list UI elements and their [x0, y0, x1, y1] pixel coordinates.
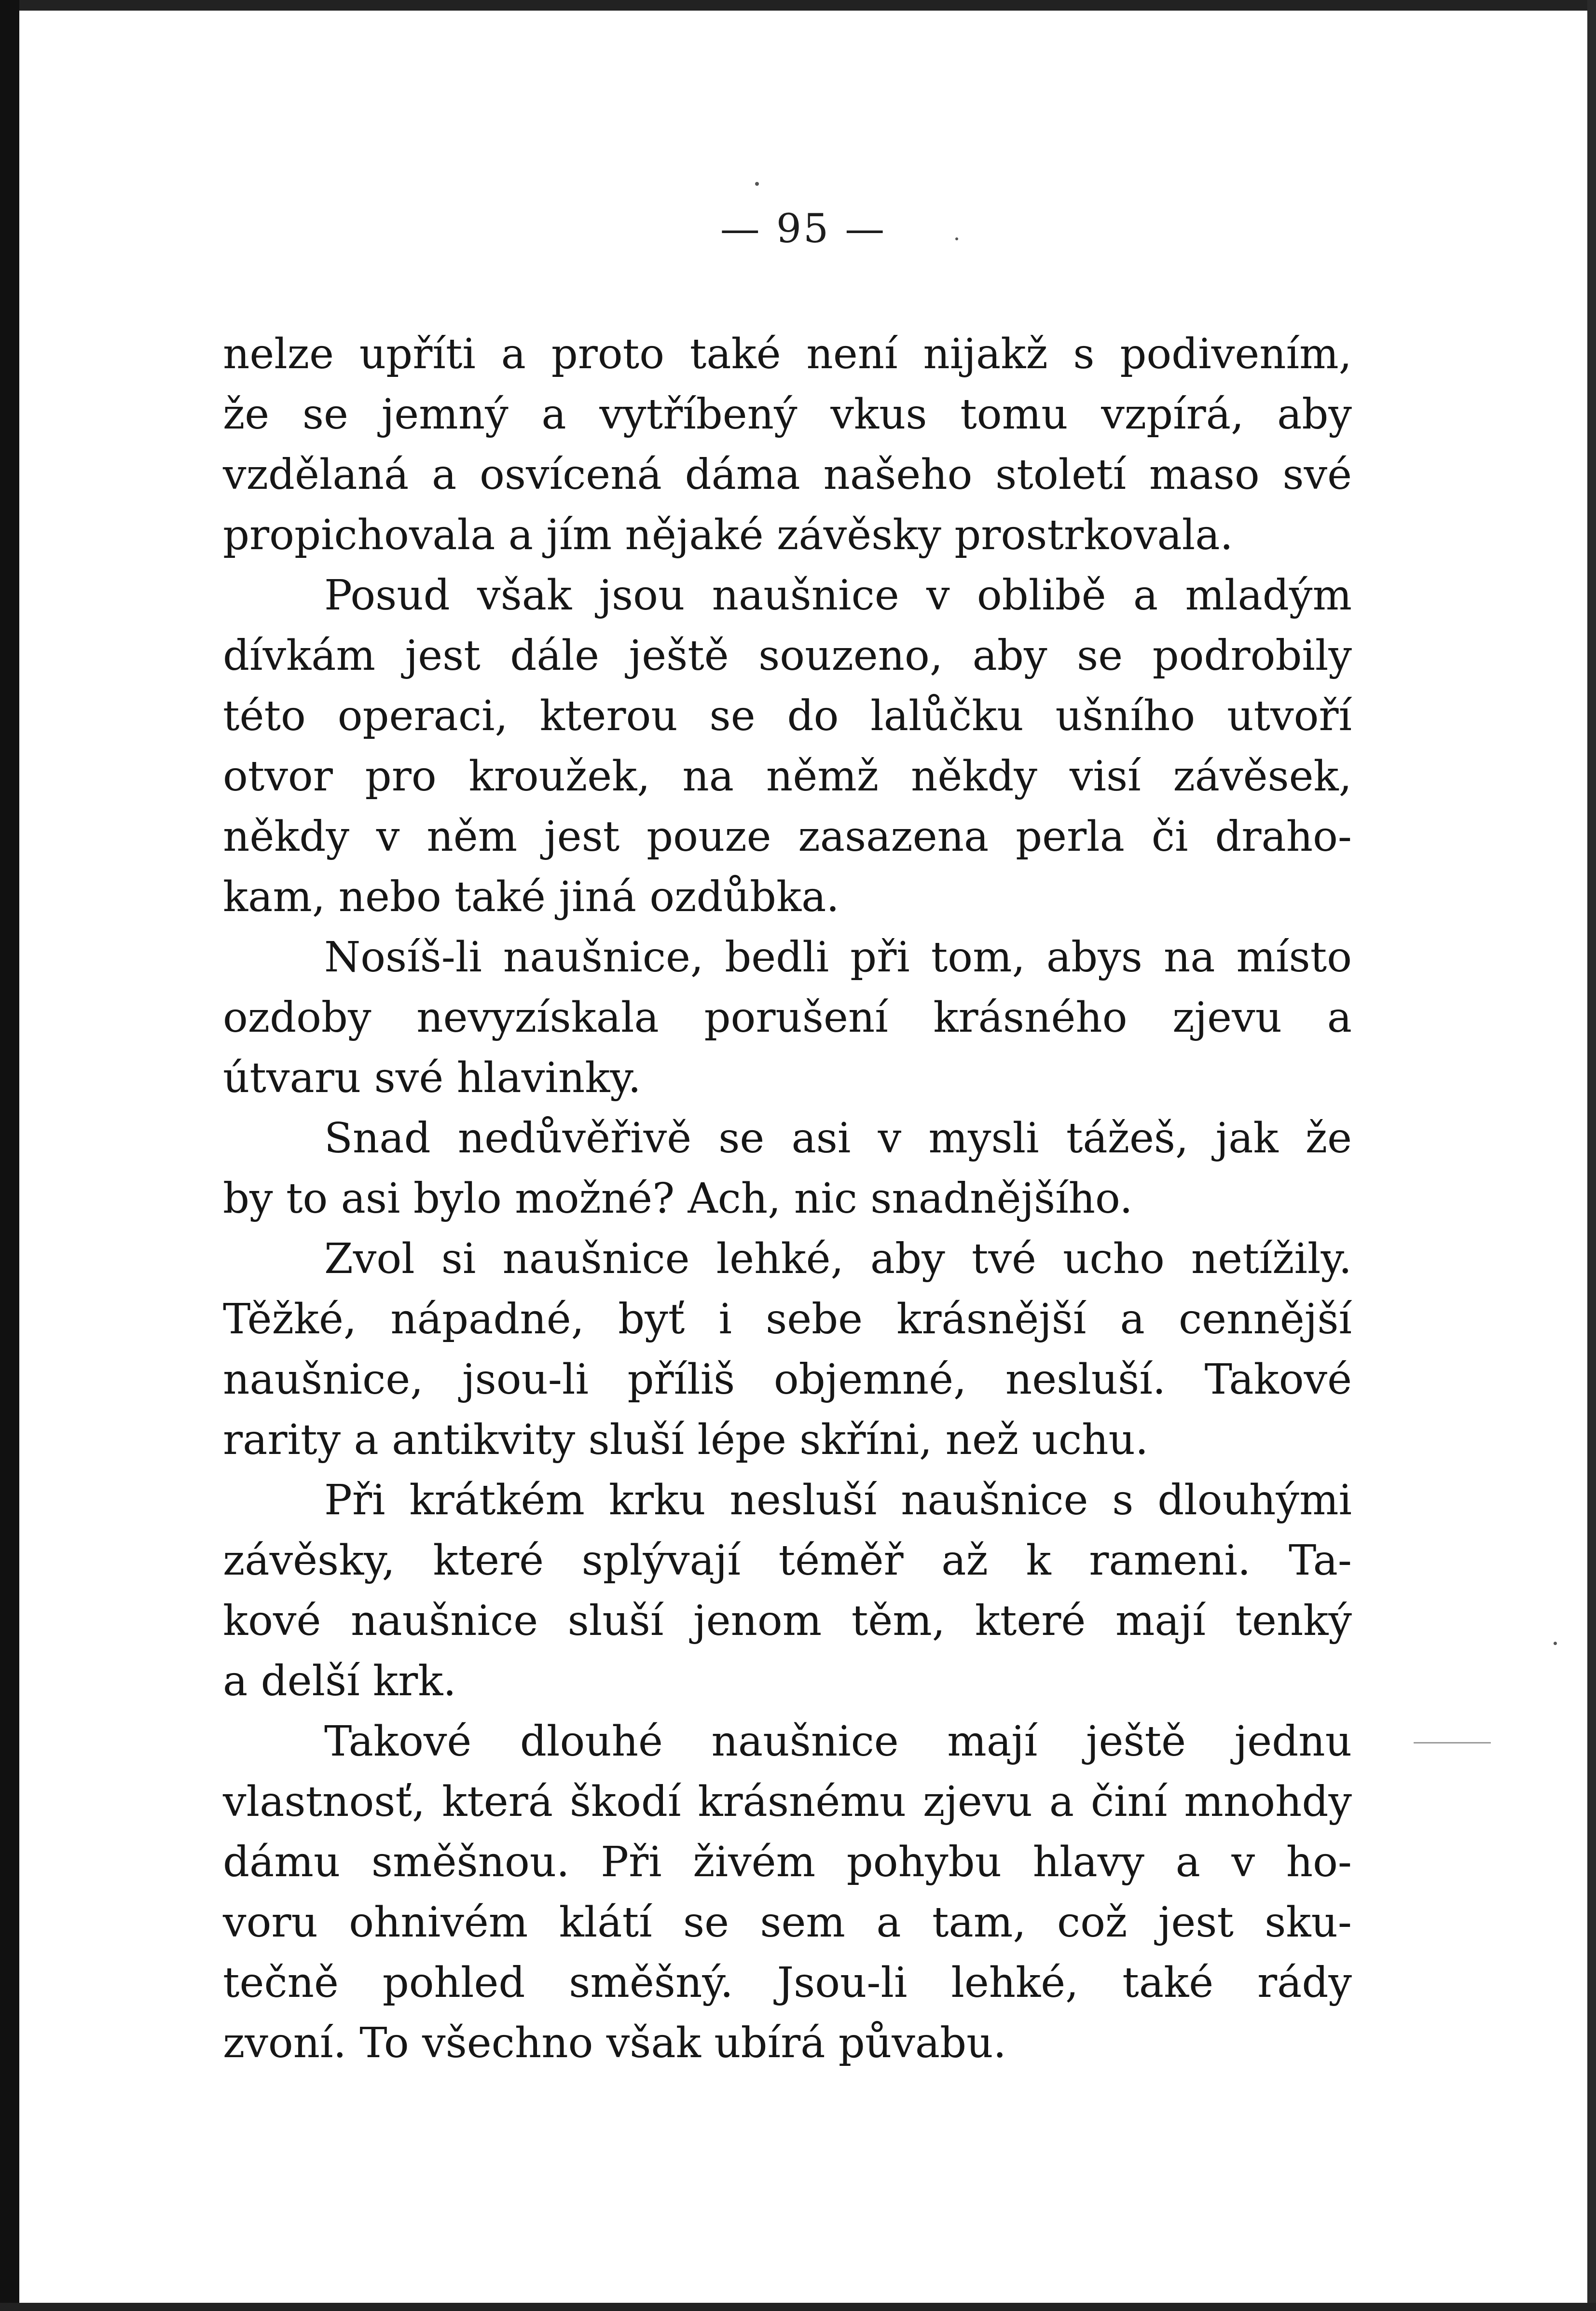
- text-line: ozdoby nevyzískala porušení krásného zjevu a: [223, 994, 1352, 1042]
- text-line: Těžké, nápadné, byť i sebe krásnější a cennější: [223, 1295, 1352, 1343]
- margin-mark: [1414, 1742, 1491, 1744]
- scan-bottom-edge: [0, 2303, 1596, 2311]
- text-line: Zvol si naušnice lehké, aby tvé ucho netížily.: [324, 1235, 1352, 1283]
- text-line: vlastnosť, která škodí krásnému zjevu a činí mnohdy: [223, 1778, 1352, 1826]
- text-line: této operaci, kterou se do lalůčku ušního utvoří: [223, 692, 1352, 740]
- text-line: kové naušnice sluší jenom těm, které mají tenký: [223, 1597, 1352, 1645]
- text-line: Nosíš-li naušnice, bedli při tom, abys na místo: [324, 933, 1352, 982]
- text-line: závěsky, které splývají téměř až k rameni. Ta-: [223, 1536, 1352, 1585]
- text-line: voru ohnivém klátí se sem a tam, což jest sku-: [223, 1898, 1352, 1947]
- book-page: [19, 11, 1587, 2303]
- scan-top-edge: [0, 0, 1596, 11]
- text-line: Při krátkém krku nesluší naušnice s dlouhými: [324, 1476, 1352, 1524]
- ink-speck: [755, 182, 759, 186]
- ink-speck: [955, 237, 958, 240]
- text-line: nelze upříti a proto také není nijakž s podivením,: [223, 330, 1352, 378]
- text-line: útvaru své hlavinky.: [223, 1054, 641, 1102]
- text-line: otvor pro kroužek, na němž někdy visí závěsek,: [223, 752, 1352, 801]
- text-line: a delší krk.: [223, 1657, 456, 1705]
- text-line: Posud však jsou naušnice v oblibě a mladým: [324, 571, 1352, 620]
- text-line: kam, nebo také jiná ozdůbka.: [223, 873, 839, 921]
- ink-speck: [1554, 1642, 1557, 1645]
- text-line: vzdělaná a osvícená dáma našeho století maso své: [223, 451, 1352, 499]
- scan-left-edge: [0, 0, 19, 2311]
- scan-right-edge: [1587, 0, 1596, 2311]
- text-line: by to asi bylo možné? Ach, nic snadnějšího.: [223, 1175, 1133, 1223]
- text-line: propichovala a jím nějaké závěsky prostrkovala.: [223, 511, 1233, 559]
- text-line: tečně pohled směšný. Jsou-li lehké, také rády: [223, 1959, 1352, 2007]
- text-line: dámu směšnou. Při živém pohybu hlavy a v ho-: [223, 1838, 1352, 1886]
- text-line: zvoní. To všechno však ubírá půvabu.: [223, 2019, 1006, 2067]
- text-line: rarity a antikvity sluší lépe skříni, než uchu.: [223, 1416, 1149, 1464]
- text-line: že se jemný a vytříbený vkus tomu vzpírá, aby: [223, 390, 1352, 439]
- page-number: — 95 —: [720, 206, 887, 252]
- text-line: naušnice, jsou-li příliš objemné, nesluší. Takové: [223, 1356, 1352, 1404]
- text-line: Takové dlouhé naušnice mají ještě jednu: [324, 1717, 1352, 1766]
- text-line: někdy v něm jest pouze zasazena perla či draho-: [223, 813, 1352, 861]
- body-text: [223, 324, 1352, 2074]
- text-line: Snad nedůvěřivě se asi v mysli tážeš, jak že: [324, 1114, 1352, 1162]
- text-line: dívkám jest dále ještě souzeno, aby se podrobily: [223, 632, 1352, 680]
